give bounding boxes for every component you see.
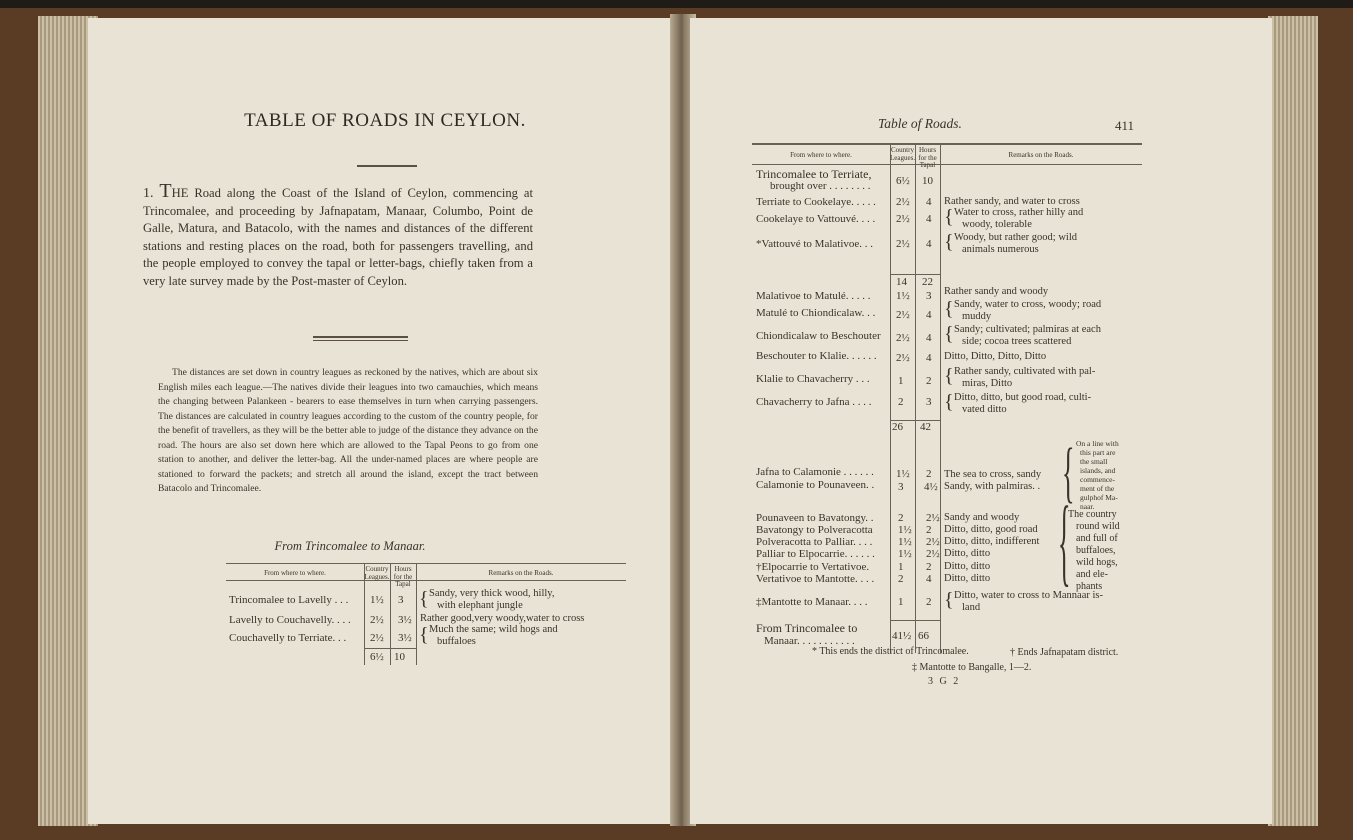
table-row-route: Terriate to Cookelaye. . . . . bbox=[756, 196, 876, 208]
side-note-line: round wild bbox=[1076, 521, 1120, 532]
intro-paragraph bbox=[143, 180, 533, 291]
table-row-leagues: 1½ bbox=[896, 290, 910, 302]
total-rule bbox=[364, 648, 416, 649]
side-note-line: and ele- bbox=[1076, 569, 1108, 580]
table-row-route: Trincomalee to Terriate, bbox=[756, 167, 872, 181]
table-row-route: Matulé to Chiondicalaw. . . bbox=[756, 307, 876, 319]
table-row-hours: 10 bbox=[922, 175, 933, 187]
page-edges-right bbox=[1268, 16, 1318, 826]
total-leagues: 6½ bbox=[370, 651, 384, 663]
brace: { bbox=[1062, 434, 1075, 511]
remark-line: Ditto, ditto bbox=[944, 561, 991, 572]
table-row-hours: 4 bbox=[926, 196, 932, 208]
table-row-leagues: 1½ bbox=[898, 536, 912, 548]
brace: { bbox=[419, 588, 429, 610]
brace: { bbox=[944, 206, 954, 228]
table-row-leagues: 6½ bbox=[896, 175, 910, 187]
brace: { bbox=[419, 624, 429, 646]
table-row-hours: 2 bbox=[926, 524, 932, 536]
side-note-line: the small bbox=[1080, 457, 1108, 466]
section-rule bbox=[313, 336, 408, 338]
remark-line: Water to cross, rather hilly and bbox=[954, 207, 1084, 218]
table-row-route: Cookelaye to Vattouvé. . . . bbox=[756, 213, 876, 225]
table-row-leagues: 2½ bbox=[896, 309, 910, 321]
remark-line: Sandy, water to cross, woody; road bbox=[954, 299, 1102, 310]
table-row-route: Klalie to Chavacherry . . . bbox=[756, 373, 870, 385]
remark-line: Ditto, water to cross to Mannaar is- bbox=[954, 590, 1104, 601]
remark-line: Ditto, ditto, indifferent bbox=[944, 536, 1040, 547]
side-note-line: islands, and bbox=[1080, 466, 1116, 475]
remark-line: Rather sandy and woody bbox=[944, 286, 1049, 297]
side-note-line: phants bbox=[1076, 581, 1103, 592]
remark-line: buffaloes bbox=[437, 636, 476, 647]
table-row-route: Trincomalee to Lavelly . . . bbox=[229, 594, 349, 606]
header-route: From where to where. bbox=[790, 151, 852, 159]
header-route: From where to where. bbox=[264, 569, 326, 577]
table-subheading: From Trincomalee to Manaar. bbox=[274, 539, 426, 553]
table-row-route: Bavatongy to Polveracotta bbox=[756, 524, 873, 536]
table-row-hours: 2½ bbox=[926, 536, 940, 548]
table-row-hours: 4 bbox=[926, 352, 932, 364]
header-hours: Hours for the Tapal bbox=[393, 565, 413, 588]
table-row-leagues: 2 bbox=[898, 396, 904, 408]
page-number: 411 bbox=[1115, 118, 1135, 133]
table-row-route: Chiondicalaw to Beschouter bbox=[756, 330, 881, 342]
remark-line: vated ditto bbox=[962, 404, 1007, 415]
table-row-hours: 3½ bbox=[398, 632, 412, 644]
brace: { bbox=[944, 391, 954, 413]
remark-line: with elephant jungle bbox=[437, 600, 523, 611]
table-top-rule bbox=[752, 143, 1142, 145]
remark-line: Rather good,very woody,water to cross bbox=[420, 613, 585, 624]
table-row-hours: 2½ bbox=[926, 512, 940, 524]
remark-line: Much the same; wild hogs and bbox=[429, 624, 558, 635]
header-hours: Hours for the Tapal bbox=[918, 146, 937, 169]
table-row-hours: 2 bbox=[926, 561, 932, 573]
table-row-leagues: 2½ bbox=[896, 352, 910, 364]
table-row-hours: 3½ bbox=[398, 614, 412, 626]
brace: { bbox=[944, 323, 954, 345]
header-remarks: Remarks on the Roads. bbox=[1008, 151, 1074, 159]
brace: { bbox=[1058, 486, 1071, 597]
table-row-route: Polveracotta to Palliar. . . . bbox=[756, 536, 873, 548]
footnote: * This ends the district of Trincomalee. bbox=[812, 646, 969, 657]
subtotal-hours: 42 bbox=[920, 421, 931, 433]
table-row-route: ‡Mantotte to Manaar. . . . bbox=[756, 596, 868, 608]
remark-line: side; cocoa trees scattered bbox=[962, 336, 1072, 347]
table-row-leagues: 3 bbox=[898, 481, 904, 493]
brace: { bbox=[944, 298, 954, 320]
grand-total-hours: 66 bbox=[918, 630, 929, 642]
section-rule-thin bbox=[313, 340, 408, 341]
remark-line: land bbox=[962, 602, 981, 613]
table-row-route: Pounaveen to Bavatongy. . bbox=[756, 512, 874, 524]
table-col-divider bbox=[915, 143, 916, 653]
side-note-line: naar. bbox=[1080, 502, 1095, 511]
table-row-route: Malativoe to Matulé. . . . . bbox=[756, 290, 871, 302]
remark-line: Sandy and woody bbox=[944, 512, 1020, 523]
header-remarks: Remarks on the Roads. bbox=[488, 569, 554, 577]
remark-line: animals numerous bbox=[962, 244, 1039, 255]
side-note-line: wild hogs, bbox=[1076, 557, 1118, 568]
remark-line: Sandy, with palmiras. . bbox=[944, 481, 1041, 492]
footnote: ‡ Mantotte to Bangalle, 1—2. bbox=[912, 662, 1032, 673]
table-row-leagues: 2 bbox=[898, 512, 904, 524]
side-note-line: ment of the bbox=[1080, 484, 1115, 493]
remark-line: Rather sandy, cultivated with pal- bbox=[954, 366, 1096, 377]
remark-line: Ditto, ditto, good road bbox=[944, 524, 1038, 535]
table-row-route: †Elpocarrie to Vertativoe. bbox=[756, 561, 870, 573]
intro-number: 1. bbox=[143, 186, 154, 201]
remark-line: Ditto, ditto bbox=[944, 548, 991, 559]
table-row-hours: 2 bbox=[926, 468, 932, 480]
grand-total-rule bbox=[890, 620, 940, 621]
table-row-leagues: 1½ bbox=[898, 524, 912, 536]
subtotal-leagues: 14 bbox=[896, 276, 907, 288]
brace: { bbox=[944, 231, 954, 253]
table-row-route: Chavacherry to Jafna . . . . bbox=[756, 396, 872, 408]
side-note-line: On a line with bbox=[1076, 439, 1119, 448]
table-row-hours: 4 bbox=[926, 213, 932, 225]
table-row-leagues: 2½ bbox=[896, 213, 910, 225]
table-row-leagues: 1 bbox=[898, 375, 904, 387]
table-row-route: From Trincomalee to bbox=[756, 621, 858, 635]
table-row-hours: 2 bbox=[926, 375, 932, 387]
brace: { bbox=[944, 589, 954, 611]
table-row-route: Vertativoe to Mantotte. . . . bbox=[756, 573, 875, 585]
table-col-divider bbox=[890, 143, 891, 653]
footnote: † Ends Jafnapatam district. bbox=[1010, 647, 1119, 658]
table-row-leagues: 2½ bbox=[896, 238, 910, 250]
side-note-line: this part are bbox=[1080, 448, 1116, 457]
table-row-route: Calamonie to Pounaveen. . bbox=[756, 479, 875, 491]
subtotal-leagues: 26 bbox=[892, 421, 903, 433]
remark-line: The sea to cross, sandy bbox=[944, 469, 1042, 480]
remark-line: Sandy; cultivated; palmiras at each bbox=[954, 324, 1101, 335]
table-header-rule bbox=[226, 580, 626, 581]
table-row-leagues: 2 bbox=[898, 573, 904, 585]
table-row-hours: 4½ bbox=[924, 481, 938, 493]
table-row-route: brought over . . . . . . . . bbox=[770, 180, 871, 192]
table-row-leagues: 2½ bbox=[370, 632, 384, 644]
table-row-route: Manaar. . . . . . . . . . . bbox=[764, 635, 855, 647]
distances-note bbox=[158, 366, 538, 497]
intro-drop-cap: T bbox=[159, 180, 172, 202]
remark-line: muddy bbox=[962, 311, 992, 322]
table-row-route: Beschouter to Klalie. . . . . . bbox=[756, 350, 877, 362]
table-row-hours: 4 bbox=[926, 238, 932, 250]
table-top-rule bbox=[226, 563, 626, 564]
table-row-leagues: 1 bbox=[898, 561, 904, 573]
table-row-hours: 2 bbox=[926, 596, 932, 608]
brace: { bbox=[944, 365, 954, 387]
table-row-hours: 4 bbox=[926, 332, 932, 344]
table-row-hours: 4 bbox=[926, 573, 932, 585]
remark-line: miras, Ditto bbox=[962, 378, 1013, 389]
remark-line: woody, tolerable bbox=[962, 219, 1032, 230]
signature-mark: 3 G 2 bbox=[928, 676, 961, 687]
table-row-route: *Vattouvé to Malativoe. . . bbox=[756, 238, 874, 250]
remark-line: Ditto, ditto bbox=[944, 573, 991, 584]
remark-line: Rather sandy, and water to cross bbox=[944, 196, 1080, 207]
intro-text: HE Road along the Coast of the Island of Ceylon, commencing at Trincomalee, and proceeding by Jafnapatam, Manaar, Columbo, Point de Galle, Matura, and Batacolo, with the names and distances of the different stations and resting places on the road, both for passengers travelling, and the people employed to convey the tapal or letter-bags, chiefly taken from a very late survey made by the Post-master of Ceylon. bbox=[143, 186, 533, 288]
table-row-leagues: 1½ bbox=[896, 468, 910, 480]
remark-line: Sandy, very thick wood, hilly, bbox=[429, 588, 555, 599]
table-row-hours: 2½ bbox=[926, 548, 940, 560]
table-col-divider bbox=[940, 143, 941, 653]
subtotal-hours: 22 bbox=[922, 276, 933, 288]
table-row-hours: 3 bbox=[926, 290, 932, 302]
running-head: Table of Roads. bbox=[878, 116, 962, 131]
table-col-divider bbox=[416, 563, 417, 665]
remark-line: Woody, but rather good; wild bbox=[954, 232, 1077, 243]
header-leagues: Country Leagues. bbox=[890, 146, 916, 162]
table-row-leagues: 1 bbox=[898, 596, 904, 608]
side-note-line: gulphof Ma- bbox=[1080, 493, 1118, 502]
table-row-route: Couchavelly to Terriate. . . bbox=[229, 632, 347, 644]
side-note-line: commence- bbox=[1080, 475, 1115, 484]
side-note-line: The country bbox=[1068, 509, 1117, 520]
right-page bbox=[690, 18, 1272, 824]
remark-line: Ditto, ditto, but good road, culti- bbox=[954, 392, 1092, 403]
table-row-leagues: 2½ bbox=[370, 614, 384, 626]
title-rule bbox=[357, 165, 417, 167]
table-row-route: Jafna to Calamonie . . . . . . bbox=[756, 466, 874, 478]
table-row-leagues: 2½ bbox=[896, 196, 910, 208]
page-title: TABLE OF ROADS IN CEYLON. bbox=[244, 110, 526, 131]
table-row-hours: 3 bbox=[398, 594, 404, 606]
total-hours: 10 bbox=[394, 651, 405, 663]
table-row-hours: 3 bbox=[926, 396, 932, 408]
grand-total-leagues: 41½ bbox=[892, 630, 912, 642]
remark-line: Ditto, Ditto, Ditto, Ditto bbox=[944, 351, 1047, 362]
table-row-route: Lavelly to Couchavelly. . . . bbox=[229, 614, 351, 626]
table-row-leagues: 1½ bbox=[898, 548, 912, 560]
header-leagues: Country Leagues. bbox=[364, 565, 390, 581]
subtotal-rule bbox=[890, 274, 940, 275]
note-text: The distances are set down in country leagues as reckoned by the natives, which are about six English miles each league.—The natives divide their leagues into two camauchies, which means the changing between Palankeen - bearers to ease themselves in turn when carrying passengers. The distances are calculated in country leagues according to the custom of the country people, for the benefit of travellers, as they will be the better able to judge of the distance they advance on the road. The hours are also set down here which are allowed to the Tapal Peons to go from one station to another, and deliver the letter-bag. All the under-named places are where people are stationed to forward the packets; and stretch all around the island, except the tract between Batacolo and Trincomalee. bbox=[158, 367, 538, 494]
table-row-route: Palliar to Elpocarrie. . . . . . bbox=[756, 548, 875, 560]
table-row-leagues: 1½ bbox=[370, 594, 384, 606]
side-note-line: and full of bbox=[1076, 533, 1118, 544]
table-header-rule bbox=[752, 164, 1142, 165]
table-row-leagues: 2½ bbox=[896, 332, 910, 344]
side-note-line: buffaloes, bbox=[1076, 545, 1116, 556]
table-row-hours: 4 bbox=[926, 309, 932, 321]
